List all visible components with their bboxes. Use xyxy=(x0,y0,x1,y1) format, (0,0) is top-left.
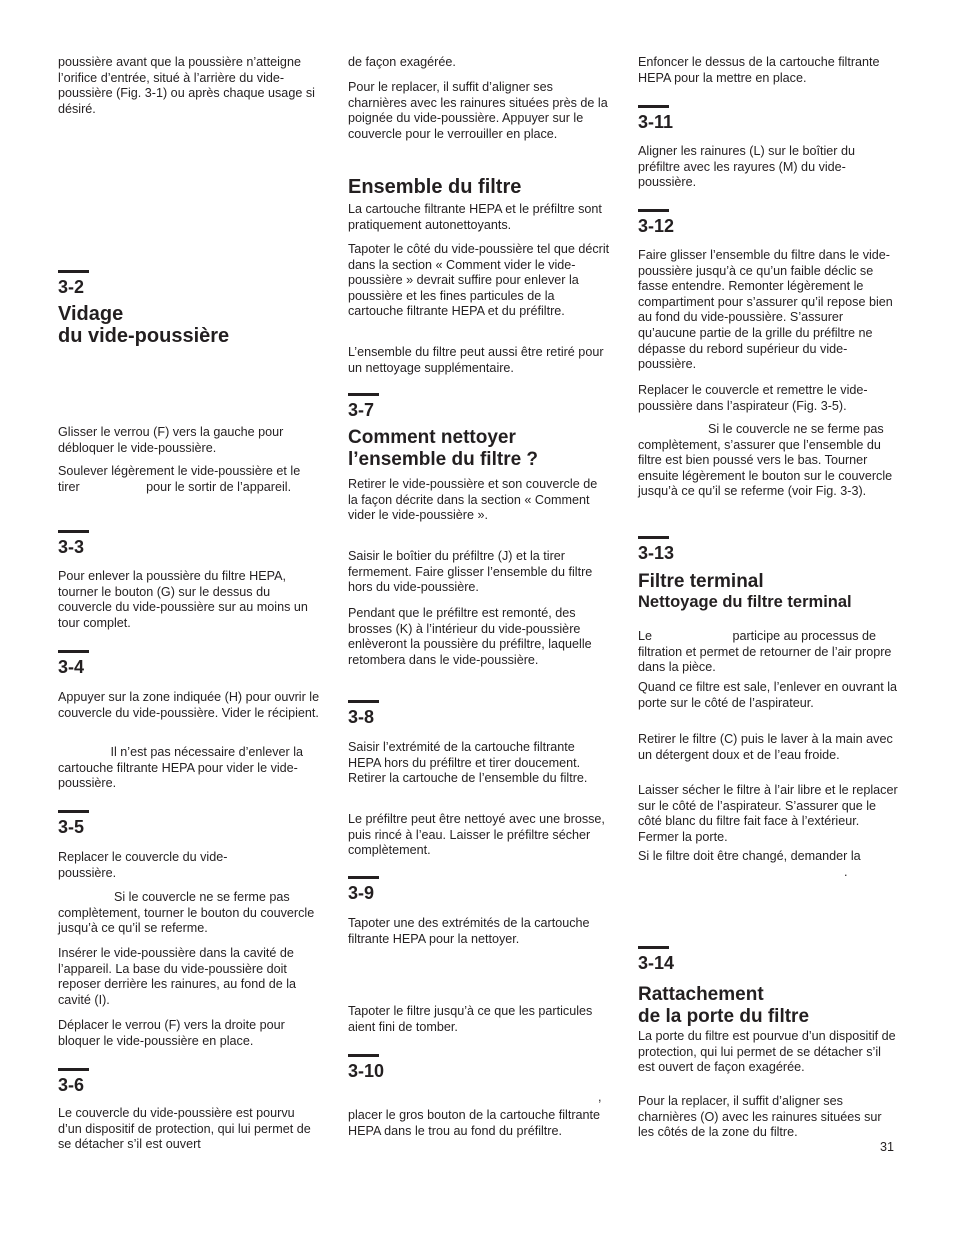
section-3-8 xyxy=(348,700,610,727)
stray-mark: , xyxy=(598,1090,602,1104)
paragraph: Tapoter le filtre jusqu’à ce que les particules aient fini de tomber. xyxy=(348,1004,593,1034)
section-title xyxy=(58,303,320,347)
paragraph: Le préfiltre peut être nettoyé avec une brosse, puis rincé à l’eau. Laisser le préfiltre sécher complètement. xyxy=(348,812,605,858)
section-title-line: Rattachement xyxy=(638,984,764,1005)
section-rule xyxy=(348,393,379,396)
paragraph: Aligner les rainures (L) sur le boîtier du préfiltre avec les rayures (M) du vide-poussière. xyxy=(638,144,855,190)
section-3-5 xyxy=(58,810,320,837)
section-rule xyxy=(638,946,669,949)
note-paragraph: Si le couvercle ne se ferme pas complètement, tourner le bouton du couvercle jusqu’à ce qu’il se referme. xyxy=(58,890,318,936)
paragraph: Soulever légèrement le vide-poussière et le tirer pour le sortir de l’appareil. xyxy=(58,464,304,494)
section-rule xyxy=(58,650,89,653)
section-number: 3-6 xyxy=(58,1075,85,1095)
paragraph: Déplacer le verrou (F) vers la droite pour bloquer le vide-poussière en place. xyxy=(58,1018,285,1048)
paragraph: poussière avant que la poussière n’atteigne l’orifice d’entrée, situé à l’arrière du vide-poussière (Fig. 3-1) ou après chaque usage si désiré. xyxy=(58,55,315,116)
section-3-4 xyxy=(58,650,320,677)
section-number: 3-2 xyxy=(58,277,85,297)
section-number: 3-14 xyxy=(638,953,675,973)
section-rule xyxy=(58,1068,89,1071)
paragraph: Le participe au processus de filtration et permet de retourner de l’air propre dans la pièce. xyxy=(638,629,895,675)
section-number: 3-3 xyxy=(58,537,85,557)
paragraph: Le couvercle du vide-poussière est pourvu d’un dispositif de protection, qui lui permet de se détacher s’il est ouvert xyxy=(58,1106,311,1152)
section-3-2 xyxy=(58,270,320,347)
paragraph: Retirer le filtre (C) puis le laver à la main avec un détergent doux et de l’eau froide. xyxy=(638,732,893,762)
section-rule xyxy=(58,270,89,273)
paragraph: Pour la replacer, il suffit d’aligner ses charnières (O) avec les rainures situées sur les côtés de la zone du filtre. xyxy=(638,1094,882,1140)
section-rule xyxy=(348,700,379,703)
section-rule xyxy=(348,1054,379,1057)
stray-mark: . xyxy=(844,865,848,879)
paragraph: Laisser sécher le filtre à l’air libre et le replacer sur le côté de l’aspirateur. S’assurer que le côté blanc du filtre fait face à l’extérieur. Fermer la porte. xyxy=(638,783,898,844)
paragraph: Pour le replacer, il suffit d’aligner ses charnières avec les rainures situées près de la poignée du vide-poussière. Appuyer sur le couvercle pour le verrouiller en place. xyxy=(348,80,608,141)
section-rule xyxy=(638,536,669,539)
paragraph: L’ensemble du filtre peut aussi être retiré pour un nettoyage supplémentaire. xyxy=(348,345,604,375)
paragraph: Saisir le boîtier du préfiltre (J) et la tirer fermement. Faire glisser l’ensemble du filtre hors du vide-poussière. xyxy=(348,549,593,595)
section-number: 3-4 xyxy=(58,657,85,677)
paragraph: Insérer le vide-poussière dans la cavité de l’appareil. La base du vide-poussière doit reposer derrière les rainures, au fond de la cavité (I). xyxy=(58,946,297,1007)
section-number: 3-13 xyxy=(638,543,675,563)
section-3-9 xyxy=(348,876,610,903)
paragraph: Pendant que le préfiltre est remonté, des brosses (K) à l’intérieur du vide-poussière enlèveront la poussière du préfiltre, laquelle retombera dans le vide-poussière. xyxy=(348,606,592,667)
paragraph: de façon exagérée. xyxy=(348,55,456,69)
paragraph: Tapoter le côté du vide-poussière tel que décrit dans la section « Comment vider le vide-poussière » devrait suffire pour enlever la poussière et les fines particules de la cartouche filtrante HEPA et du préfiltre. xyxy=(348,242,610,319)
section-rule xyxy=(58,810,89,813)
section-number: 3-8 xyxy=(348,707,375,727)
section-3-12 xyxy=(638,209,900,236)
section-3-11 xyxy=(638,105,900,132)
section-title-line: Comment nettoyer xyxy=(348,427,516,448)
note-paragraph: Si le couvercle ne se ferme pas complètement, s’assurer que l’ensemble du filtre est bien poussé vers le bas. Tourner ensuite légèrement le bouton sur le couvercle jusqu’à ce qu’il se referme (voir Fig. 3-3). xyxy=(638,422,896,499)
section-3-6 xyxy=(58,1068,320,1095)
paragraph: Saisir l’extrémité de la cartouche filtrante HEPA hors du préfiltre et tirer doucement. Retirer la cartouche de l’ensemble du filtre. xyxy=(348,740,588,786)
section-number: 3-10 xyxy=(348,1061,385,1081)
section-title-line: de la porte du filtre xyxy=(638,1006,810,1027)
paragraph: Quand ce filtre est sale, l’enlever en ouvrant la porte sur le côté de l’aspirateur. xyxy=(638,680,898,710)
section-rule xyxy=(638,105,669,108)
section-number: 3-12 xyxy=(638,216,675,236)
paragraph: La cartouche filtrante HEPA et le préfiltre sont pratiquement autonettoyants. xyxy=(348,202,602,232)
section-3-3 xyxy=(58,530,320,557)
page-number: 31 xyxy=(880,1140,895,1154)
paragraph: Replacer le couvercle et remettre le vide-poussière dans l’aspirateur (Fig. 3-5). xyxy=(638,383,868,413)
section-number: 3-11 xyxy=(638,112,674,132)
section-title xyxy=(348,427,610,471)
paragraph: La porte du filtre est pourvue d’un dispositif de protection, qui lui permet de se détacher s’il est ouvert de façon exagérée. xyxy=(638,1029,896,1075)
note-paragraph: Il n’est pas nécessaire d’enlever la cartouche filtrante HEPA pour vider le vide-poussière. xyxy=(58,745,307,791)
paragraph: Appuyer sur la zone indiquée (H) pour ouvrir le couvercle du vide-poussière. Vider le récipient. xyxy=(58,690,320,720)
paragraph: Enfoncer le dessus de la cartouche filtrante HEPA pour la mettre en place. xyxy=(638,55,880,85)
section-number: 3-9 xyxy=(348,883,375,903)
paragraph: Replacer le couvercle du vide-poussière. xyxy=(58,850,228,880)
paragraph: Tapoter une des extrémités de la cartouche filtrante HEPA pour la nettoyer. xyxy=(348,916,590,946)
section-title: Filtre terminal xyxy=(638,571,764,592)
section-3-7 xyxy=(348,393,610,471)
section-title xyxy=(638,984,900,1028)
paragraph: Si le filtre doit être changé, demander la xyxy=(638,849,861,863)
section-subtitle: Nettoyage du filtre terminal xyxy=(638,593,852,611)
section-3-14 xyxy=(638,946,900,1028)
section-rule xyxy=(58,530,89,533)
section-title-line: du vide-poussière xyxy=(58,325,230,347)
section-title-line: Vidage xyxy=(58,303,124,325)
heading-ensemble-du-filtre: Ensemble du filtre xyxy=(348,176,522,198)
paragraph: Faire glisser l’ensemble du filtre dans le vide-poussière jusqu’à ce qu’un faible déclic se fasse entendre. Remonter légèrement le compartiment pour s’assurer qu’il repose bien au fond du vide-poussière. S’assurer qu’aucune partie de la grille du préfiltre ne dépasse du rebord supérieur du vide-poussière. xyxy=(638,248,893,372)
section-title-line: l’ensemble du filtre ? xyxy=(348,449,539,470)
section-rule xyxy=(348,876,379,879)
paragraph: placer le gros bouton de la cartouche filtrante HEPA dans le trou au fond du préfiltre. xyxy=(348,1108,601,1138)
section-number: 3-7 xyxy=(348,400,375,420)
section-rule xyxy=(638,209,669,212)
paragraph: Retirer le vide-poussière et son couvercle de la façon décrite dans la section « Comment vider le vide-poussière ». xyxy=(348,477,598,523)
section-3-13 xyxy=(638,536,900,611)
section-3-10 xyxy=(348,1054,610,1081)
paragraph: Pour enlever la poussière du filtre HEPA, tourner le bouton (G) sur le dessus du couvercle du vide-poussière sur au moins un tour complet. xyxy=(58,569,308,630)
section-number: 3-5 xyxy=(58,817,85,837)
paragraph: Glisser le verrou (F) vers la gauche pour débloquer le vide-poussière. xyxy=(58,425,284,455)
